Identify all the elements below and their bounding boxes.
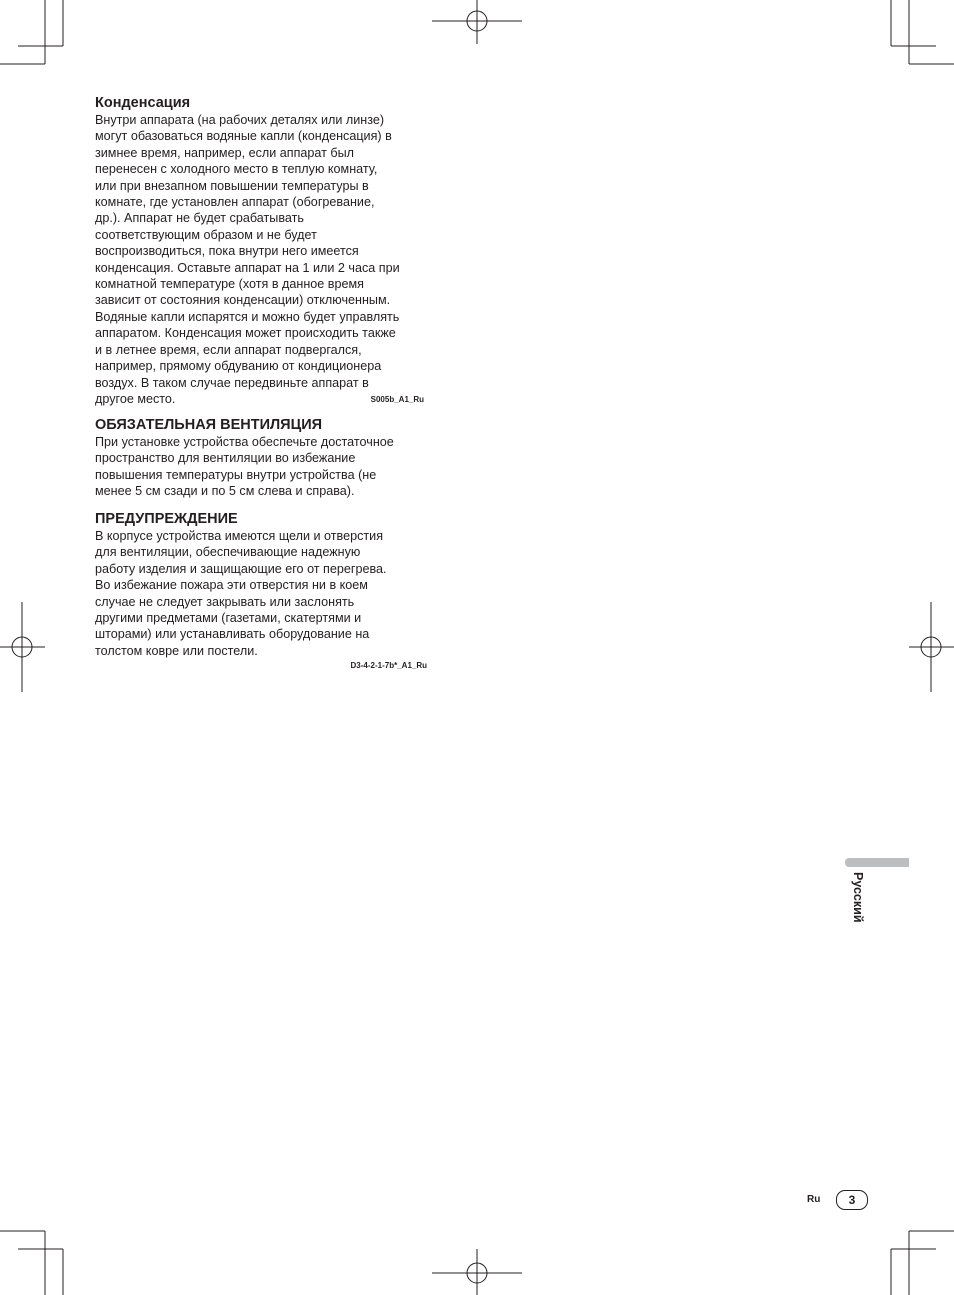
section-condensation bbox=[95, 95, 427, 407]
section-ventilation bbox=[95, 417, 427, 500]
section-title: Конденсация bbox=[95, 95, 191, 111]
page-number-badge: 3 bbox=[836, 1190, 868, 1210]
section-title: ОБЯЗАТЕЛЬНАЯ ВЕНТИЛЯЦИЯ bbox=[95, 417, 323, 433]
footer-language-code: Ru bbox=[807, 1194, 821, 1205]
reference-code: S005b_A1_Ru bbox=[370, 395, 424, 404]
section-body: При установке устройства обеспечьте достаточное пространство для вентиляции во избежание повышения температуры внутри устройства (не менее 5 см сзади и по 5 см слева и справа). bbox=[95, 435, 394, 499]
language-tab-bar bbox=[845, 858, 909, 867]
section-warning bbox=[95, 511, 427, 659]
section-body: Внутри аппарата (на рабочих деталях или линзе) могут обазоваться водяные капли (конденсация) в зимнее время, например, если аппарат был перенесен с холодного место в теплую комнату, или при внезапном повышении температуры в комнате, где установлен аппарат (обогревание, др.). Аппарат не будет срабатывать соответствующим образом и не будет воспроизводиться, пока внутри него имеется конденсация. Оставьте аппарат на 1 или 2 часа при комнатной температуре (хотя в данное время зависит от состояния конденсации) отключенным. Водяные капли испарятся и можно будет управлять аппаратом. Конденсация может происходить также и в летнее время, если аппарат подвергался, например, прямому обдуванию от кондиционера воздух. В таком случае передвиньте аппарат в другое место. bbox=[95, 113, 400, 406]
reference-code: D3-4-2-1-7b*_A1_Ru bbox=[350, 661, 427, 670]
language-tab-label: Русский bbox=[851, 872, 865, 923]
section-title: ПРЕДУПРЕЖДЕНИЕ bbox=[95, 511, 238, 527]
section-body: В корпусе устройства имеются щели и отверстия для вентиляции, обеспечивающие надежную работу изделия и защищающие его от перегрева. Во избежание пожара эти отверстия ни в коем случае не следует закрывать или заслонять другими предметами (газетами, скатертями и шторами) или устанавливать оборудование на толстом ковре или постели. bbox=[95, 529, 387, 658]
